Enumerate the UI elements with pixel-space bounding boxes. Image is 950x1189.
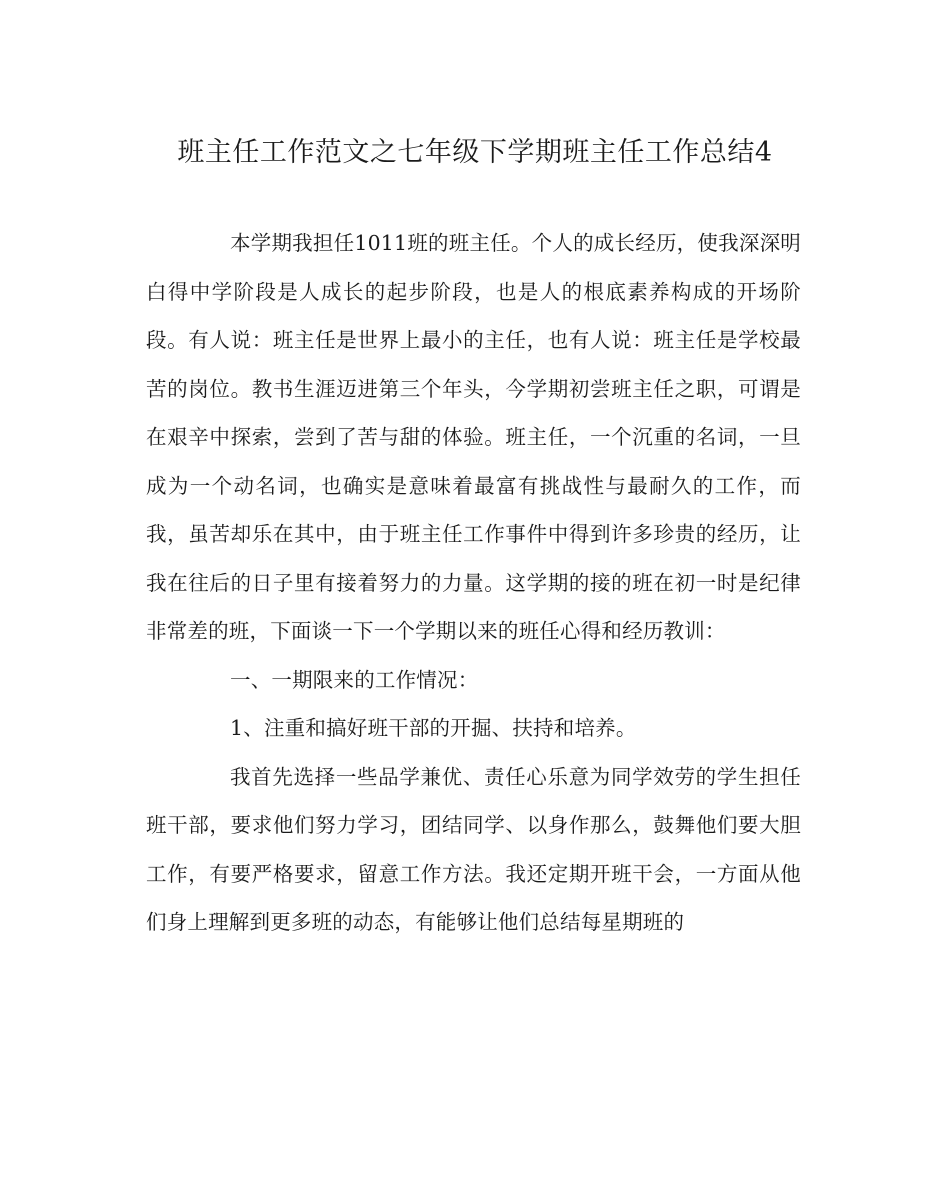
paragraph-class-cadres: 我首先选择一些品学兼优、责任心乐意为同学效劳的学生担任班干部，要求他们努力学习，团结同学、以身作那么，鼓舞他们要大胆工作，有要严格要求，留意工作方法。我还定期开班干会，一方面从他们身上理解到更多班的动态，有能够让他们总结每星期班的 [146,764,801,934]
section-heading-1: 一、一期限来的工作情况： [230,667,479,692]
subsection-heading-1: 1、注重和搞好班干部的开掘、扶持和培养。 [230,716,637,740]
document-body [146,219,801,947]
paragraph-intro: 本学期我担任1011班的班主任。个人的成长经历，使我深深明白得中学阶段是人成长的起步阶段，也是人的根底素养构成的开场阶段。有人说：班主任是世界上最小的主任，也有人说：班主任是学校最苦的岗位。教书生涯迈进第三个年头，今学期初尝班主任之职，可谓是在艰辛中探索，尝到了苦与甜的体验。班主任，一个沉重的名词，一旦成为一个动名词，也确实是意味着最富有挑战性与最耐久的工作，而我，虽苦却乐在其中，由于班主任工作事件中得到许多珍贵的经历，让我在往后的日子里有接着努力的力量。这学期的接的班在初一时是纪律非常差的班，下面谈一下一个学期以来的班任心得和经历教训： [146,231,801,643]
document-title: 班主任工作范文之七年级下学期班主任工作总结4 [177,137,773,168]
